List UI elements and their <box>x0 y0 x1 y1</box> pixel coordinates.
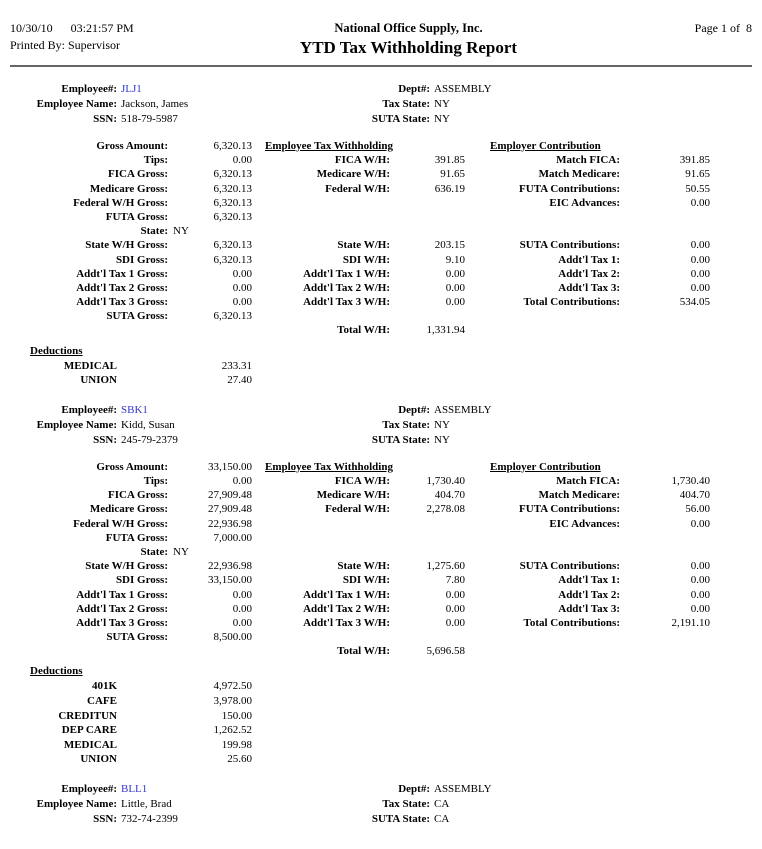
deduction-amount: 150.00 <box>221 709 252 722</box>
contribution-label <box>465 224 620 238</box>
print-date: 10/30/10 <box>10 21 53 35</box>
employee-info <box>10 403 752 448</box>
withholding-value: 1,331.94 <box>426 324 465 337</box>
dept-label: Dept#: <box>398 403 430 416</box>
gross-value: 6,320.13 <box>213 253 252 266</box>
company-name: National Office Supply, Inc. <box>334 21 483 35</box>
contribution-value <box>620 224 710 238</box>
dept-value: ASSEMBLY <box>434 783 492 795</box>
contribution-value: 404.70 <box>679 489 710 502</box>
gross-label: SDI Gross: <box>115 253 168 266</box>
withholding-value: 5,696.58 <box>426 645 465 658</box>
info-row <box>10 797 752 812</box>
gross-value: 27,909.48 <box>208 489 252 502</box>
employee-no-label: Employee#: <box>61 783 117 795</box>
gross-label: SDI Gross: <box>115 574 168 587</box>
info-row <box>10 433 752 448</box>
contribution-label: Addt'l Tax 1: <box>558 253 620 266</box>
contribution-value: 0.00 <box>690 560 710 573</box>
employee-name-value: Jackson, James <box>121 98 189 110</box>
contribution-label: EIC Advances: <box>549 517 620 530</box>
contribution-value: 0.00 <box>690 239 710 252</box>
withholding-label: Addt'l Tax 2 W/H: <box>303 281 390 294</box>
deduction-name: UNION <box>80 374 117 387</box>
ssn-value: 518-79-5987 <box>121 113 178 125</box>
contribution-label <box>465 323 620 337</box>
contribution-label <box>465 545 620 559</box>
detail-row <box>10 139 752 153</box>
withholding-label <box>252 531 390 545</box>
withholding-label: Medicare W/H: <box>316 489 390 502</box>
ssn-value: 245-79-2379 <box>121 433 178 446</box>
gross-label: State: <box>140 545 168 558</box>
withholding-value <box>390 545 465 559</box>
detail-row <box>10 474 752 488</box>
detail-row <box>10 502 752 516</box>
deductions-header: Deductions <box>30 344 83 357</box>
header-center <box>185 20 632 59</box>
deduction-name: MEDICAL <box>63 738 117 751</box>
contribution-value: 50.55 <box>685 182 710 195</box>
contribution-label <box>465 630 620 644</box>
info-row <box>10 418 752 433</box>
gross-label: Addt'l Tax 3 Gross: <box>76 296 168 309</box>
page-number: Page 1 of 8 <box>694 21 752 35</box>
withholding-label: Addt'l Tax 2 W/H: <box>303 602 390 615</box>
gross-value: 6,320.13 <box>213 168 252 181</box>
detail-row <box>10 210 752 224</box>
tax-detail-grid <box>10 139 752 338</box>
gross-value: 8,500.00 <box>213 631 252 644</box>
gross-label: Addt'l Tax 2 Gross: <box>76 602 168 615</box>
tax-state-label: Tax State: <box>382 98 430 110</box>
gross-value: 22,936.98 <box>208 517 252 530</box>
withholding-value: 7.80 <box>445 574 465 587</box>
gross-label: Tips: <box>143 154 168 167</box>
gross-label: Addt'l Tax 2 Gross: <box>76 281 168 294</box>
contribution-value <box>620 210 710 224</box>
contribution-label: Match FICA: <box>556 475 620 487</box>
withholding-value <box>390 517 465 531</box>
gross-value: 6,320.13 <box>213 210 252 223</box>
withholding-value <box>390 224 465 238</box>
withholding-label: FICA W/H: <box>334 154 390 167</box>
withholding-value <box>390 531 465 545</box>
gross-value: 0.00 <box>232 616 252 629</box>
contribution-value: 0.00 <box>690 267 710 280</box>
dept-value: ASSEMBLY <box>434 403 492 416</box>
suta-state-value: NY <box>434 433 450 446</box>
contribution-label: SUTA Contributions: <box>519 560 620 573</box>
deduction-amount: 27.40 <box>227 374 252 387</box>
gross-label: Medicare Gross: <box>89 182 168 195</box>
state-value: NY <box>173 225 189 238</box>
info-row <box>10 782 752 797</box>
employee-number-link[interactable]: JLJ1 <box>121 83 142 95</box>
report-title: YTD Tax Withholding Report <box>299 38 518 57</box>
dept-label: Dept#: <box>398 783 430 795</box>
deduction-name: CREDITUN <box>58 709 117 722</box>
employee-no-label: Employee#: <box>61 83 117 95</box>
contribution-value: 2,191.10 <box>671 616 710 629</box>
gross-value: 0.00 <box>232 281 252 294</box>
withholding-label: SDI W/H: <box>342 253 390 266</box>
detail-row <box>10 616 752 630</box>
contribution-value: 0.00 <box>690 281 710 294</box>
contribution-value <box>620 323 710 337</box>
employee-name-value: Little, Brad <box>121 798 172 810</box>
gross-value: 33,150.00 <box>208 460 252 473</box>
withholding-label: State W/H: <box>337 560 390 573</box>
print-time: 03:21:57 PM <box>70 21 134 35</box>
gross-value: 0.00 <box>232 602 252 615</box>
report-header <box>10 20 752 67</box>
withholding-value <box>390 196 465 210</box>
deduction-row <box>10 679 752 694</box>
deduction-name: 401K <box>91 680 117 693</box>
withholding-value: 0.00 <box>445 281 465 294</box>
detail-row <box>10 559 752 573</box>
deduction-row <box>10 723 752 738</box>
gross-label: Gross Amount: <box>96 460 168 473</box>
withholding-value: 391.85 <box>434 154 465 167</box>
contribution-value <box>620 630 710 644</box>
withholding-value: 9.10 <box>445 253 465 266</box>
tax-state-label: Tax State: <box>382 798 430 810</box>
withholding-label: SDI W/H: <box>342 574 390 587</box>
withholding-value <box>390 630 465 644</box>
employee-name-value: Kidd, Susan <box>121 418 175 431</box>
detail-row <box>10 602 752 616</box>
ssn-value: 732-74-2399 <box>121 813 178 825</box>
withholding-label: Addt'l Tax 3 W/H: <box>303 616 390 629</box>
detail-row <box>10 267 752 281</box>
contribution-label: EIC Advances: <box>549 196 620 209</box>
gross-value: 27,909.48 <box>208 503 252 516</box>
contribution-label: Match FICA: <box>556 154 620 167</box>
contribution-value: 91.65 <box>685 168 710 181</box>
deduction-amount: 3,978.00 <box>213 695 252 708</box>
gross-label: Federal W/H Gross: <box>73 517 168 530</box>
employee-name-label: Employee Name: <box>36 98 117 110</box>
withholding-label <box>252 210 390 224</box>
withholding-value <box>390 210 465 224</box>
withholding-label <box>252 545 390 559</box>
withholding-value: 91.65 <box>440 168 465 181</box>
detail-row <box>10 630 752 644</box>
employee-info <box>10 82 752 127</box>
withholding-value: 2,278.08 <box>426 503 465 516</box>
withholding-label: Addt'l Tax 3 W/H: <box>303 296 390 309</box>
contribution-value <box>620 531 710 545</box>
detail-row <box>10 323 752 337</box>
withholding-label: Addt'l Tax 1 W/H: <box>303 267 390 280</box>
deduction-amount: 233.31 <box>221 359 252 372</box>
detail-row <box>10 167 752 181</box>
withholding-value: 203.15 <box>434 239 465 252</box>
withholding-value: 0.00 <box>445 267 465 280</box>
withholding-value: 0.00 <box>445 588 465 601</box>
withholding-label: Total W/H: <box>337 645 390 658</box>
detail-row <box>10 182 752 196</box>
withholding-value: 0.00 <box>445 296 465 309</box>
gross-value: 0.00 <box>232 267 252 280</box>
detail-row <box>10 460 752 474</box>
detail-row <box>10 153 752 167</box>
gross-label: FICA Gross: <box>108 168 168 181</box>
gross-label: FICA Gross: <box>108 489 168 502</box>
withholding-value: 0.00 <box>445 602 465 615</box>
deduction-row <box>10 373 752 388</box>
gross-label: FUTA Gross: <box>105 531 168 544</box>
gross-value: 22,936.98 <box>208 560 252 573</box>
info-row <box>10 403 752 418</box>
detail-row <box>10 295 752 309</box>
contribution-value <box>620 644 710 658</box>
withholding-value: 1,730.40 <box>426 475 465 487</box>
gross-value <box>168 323 252 337</box>
contribution-value: 56.00 <box>685 503 710 516</box>
contribution-value: 391.85 <box>679 154 710 167</box>
deduction-row <box>10 694 752 709</box>
gross-label: Addt'l Tax 3 Gross: <box>76 616 168 629</box>
contribution-value: 0.00 <box>690 588 710 601</box>
deduction-row <box>10 359 752 374</box>
contribution-label: FUTA Contributions: <box>519 182 620 195</box>
tax-detail-grid <box>10 460 752 659</box>
gross-label: Addt'l Tax 1 Gross: <box>76 588 168 601</box>
contribution-value: 0.00 <box>690 196 710 209</box>
info-row <box>10 112 752 127</box>
contribution-value <box>620 309 710 323</box>
withholding-label: Federal W/H: <box>325 503 390 516</box>
employee-block <box>10 403 752 767</box>
detail-row <box>10 545 752 559</box>
contribution-value: 1,730.40 <box>671 475 710 487</box>
employee-info <box>10 782 752 827</box>
withholding-label <box>252 517 390 531</box>
gross-value: 33,150.00 <box>208 574 252 587</box>
gross-label: FUTA Gross: <box>105 210 168 223</box>
employer-contribution-header: Employer Contribution <box>490 460 601 473</box>
tax-state-label: Tax State: <box>382 418 430 431</box>
print-info <box>10 20 185 59</box>
contribution-label: Addt'l Tax 1: <box>558 574 620 587</box>
gross-value: 7,000.00 <box>213 531 252 544</box>
detail-row <box>10 588 752 602</box>
contribution-label: Match Medicare: <box>538 489 620 502</box>
printed-by: Printed By: Supervisor <box>10 38 120 52</box>
detail-row <box>10 517 752 531</box>
gross-value: 0.00 <box>232 588 252 601</box>
gross-value: 6,320.13 <box>213 182 252 195</box>
employee-name-label: Employee Name: <box>36 798 117 810</box>
withholding-label <box>252 630 390 644</box>
detail-row <box>10 281 752 295</box>
gross-value: 6,320.13 <box>213 239 252 252</box>
deduction-amount: 25.60 <box>227 753 252 766</box>
contribution-label: Addt'l Tax 2: <box>558 588 620 601</box>
suta-state-value: CA <box>434 813 450 825</box>
suta-state-label: SUTA State: <box>371 813 430 825</box>
gross-label: Addt'l Tax 1 Gross: <box>76 267 168 280</box>
contribution-value: 0.00 <box>690 602 710 615</box>
suta-state-value: NY <box>434 113 450 125</box>
employee-block <box>10 82 752 388</box>
info-row <box>10 812 752 827</box>
print-datetime <box>10 20 185 37</box>
deduction-amount: 1,262.52 <box>213 724 252 737</box>
dept-value: ASSEMBLY <box>434 83 492 95</box>
deductions-header: Deductions <box>30 665 83 678</box>
withholding-label: Medicare W/H: <box>316 168 390 181</box>
gross-label: Tips: <box>143 475 168 487</box>
suta-state-label: SUTA State: <box>371 113 430 125</box>
detail-row <box>10 531 752 545</box>
state-value: NY <box>173 545 189 558</box>
deduction-amount: 199.98 <box>221 738 252 751</box>
withholding-label <box>252 309 390 323</box>
info-row <box>10 82 752 97</box>
withholding-label <box>252 224 390 238</box>
gross-label <box>10 323 168 337</box>
deduction-name: UNION <box>80 753 117 766</box>
gross-label <box>10 644 168 658</box>
gross-value: 6,320.13 <box>213 196 252 209</box>
ssn-label: SSN: <box>93 433 117 446</box>
contribution-label: SUTA Contributions: <box>519 239 620 252</box>
employee-number-link[interactable]: BLL1 <box>121 783 148 795</box>
contribution-label: Addt'l Tax 2: <box>558 267 620 280</box>
withholding-value: 1,275.60 <box>426 560 465 573</box>
gross-label: SUTA Gross: <box>106 631 168 644</box>
deduction-name: DEP CARE <box>61 724 117 737</box>
contribution-label: Total Contributions: <box>523 616 620 629</box>
withholding-value: 404.70 <box>434 489 465 502</box>
contribution-value <box>620 545 710 559</box>
contribution-value: 0.00 <box>690 517 710 530</box>
employee-tax-withholding-header: Employee Tax Withholding <box>265 460 393 473</box>
contribution-label: Match Medicare: <box>538 168 620 181</box>
contribution-value: 0.00 <box>690 574 710 587</box>
deduction-name: MEDICAL <box>63 359 117 372</box>
gross-label: State W/H Gross: <box>85 239 168 252</box>
gross-value <box>168 644 252 658</box>
withholding-value: 0.00 <box>445 616 465 629</box>
gross-label: SUTA Gross: <box>106 310 168 323</box>
employee-no-label: Employee#: <box>61 403 117 416</box>
detail-row <box>10 238 752 252</box>
contribution-value: 534.05 <box>679 296 710 309</box>
contribution-label <box>465 531 620 545</box>
gross-value: 0.00 <box>232 154 252 167</box>
deduction-name: CAFE <box>87 695 117 708</box>
gross-label: Gross Amount: <box>96 140 168 152</box>
detail-row <box>10 196 752 210</box>
contribution-value: 0.00 <box>690 253 710 266</box>
suta-state-label: SUTA State: <box>371 433 430 446</box>
tax-state-value: NY <box>434 418 450 431</box>
deductions-section <box>10 664 752 767</box>
contribution-label <box>465 644 620 658</box>
dept-label: Dept#: <box>398 83 430 95</box>
employee-tax-withholding-header: Employee Tax Withholding <box>265 140 393 152</box>
contribution-label: FUTA Contributions: <box>519 503 620 516</box>
detail-row <box>10 573 752 587</box>
gross-value: 0.00 <box>232 296 252 309</box>
withholding-label: Addt'l Tax 1 W/H: <box>303 588 390 601</box>
employee-list <box>10 82 752 827</box>
employee-block <box>10 782 752 827</box>
contribution-label: Total Contributions: <box>523 296 620 309</box>
gross-value: 6,320.13 <box>213 140 252 152</box>
withholding-value: 636.19 <box>434 182 465 195</box>
gross-label: State: <box>140 225 168 238</box>
deductions-section <box>10 344 752 388</box>
ssn-label: SSN: <box>93 113 117 125</box>
info-row <box>10 97 752 112</box>
detail-row <box>10 253 752 267</box>
detail-row <box>10 488 752 502</box>
employee-name-label: Employee Name: <box>36 418 117 431</box>
withholding-value <box>390 309 465 323</box>
gross-value: 0.00 <box>232 475 252 487</box>
contribution-label: Addt'l Tax 3: <box>558 281 620 294</box>
employee-number-link[interactable]: SBK1 <box>121 403 148 416</box>
gross-label: Federal W/H Gross: <box>73 196 168 209</box>
deduction-row <box>10 738 752 753</box>
gross-value: 6,320.13 <box>213 310 252 323</box>
contribution-label <box>465 210 620 224</box>
gross-label: State W/H Gross: <box>85 560 168 573</box>
withholding-label: Federal W/H: <box>325 182 390 195</box>
employer-contribution-header: Employer Contribution <box>490 140 601 152</box>
deduction-row <box>10 752 752 767</box>
contribution-label <box>465 309 620 323</box>
deduction-row <box>10 709 752 724</box>
withholding-label <box>252 196 390 210</box>
gross-label: Medicare Gross: <box>89 503 168 516</box>
withholding-label: Total W/H: <box>337 324 390 337</box>
contribution-label: Addt'l Tax 3: <box>558 602 620 615</box>
withholding-label: FICA W/H: <box>334 475 390 487</box>
deduction-amount: 4,972.50 <box>213 680 252 693</box>
tax-state-value: NY <box>434 98 450 110</box>
ssn-label: SSN: <box>93 813 117 825</box>
detail-row <box>10 644 752 658</box>
detail-row <box>10 309 752 323</box>
withholding-label: State W/H: <box>337 239 390 252</box>
detail-row <box>10 224 752 238</box>
tax-state-value: CA <box>434 798 450 810</box>
